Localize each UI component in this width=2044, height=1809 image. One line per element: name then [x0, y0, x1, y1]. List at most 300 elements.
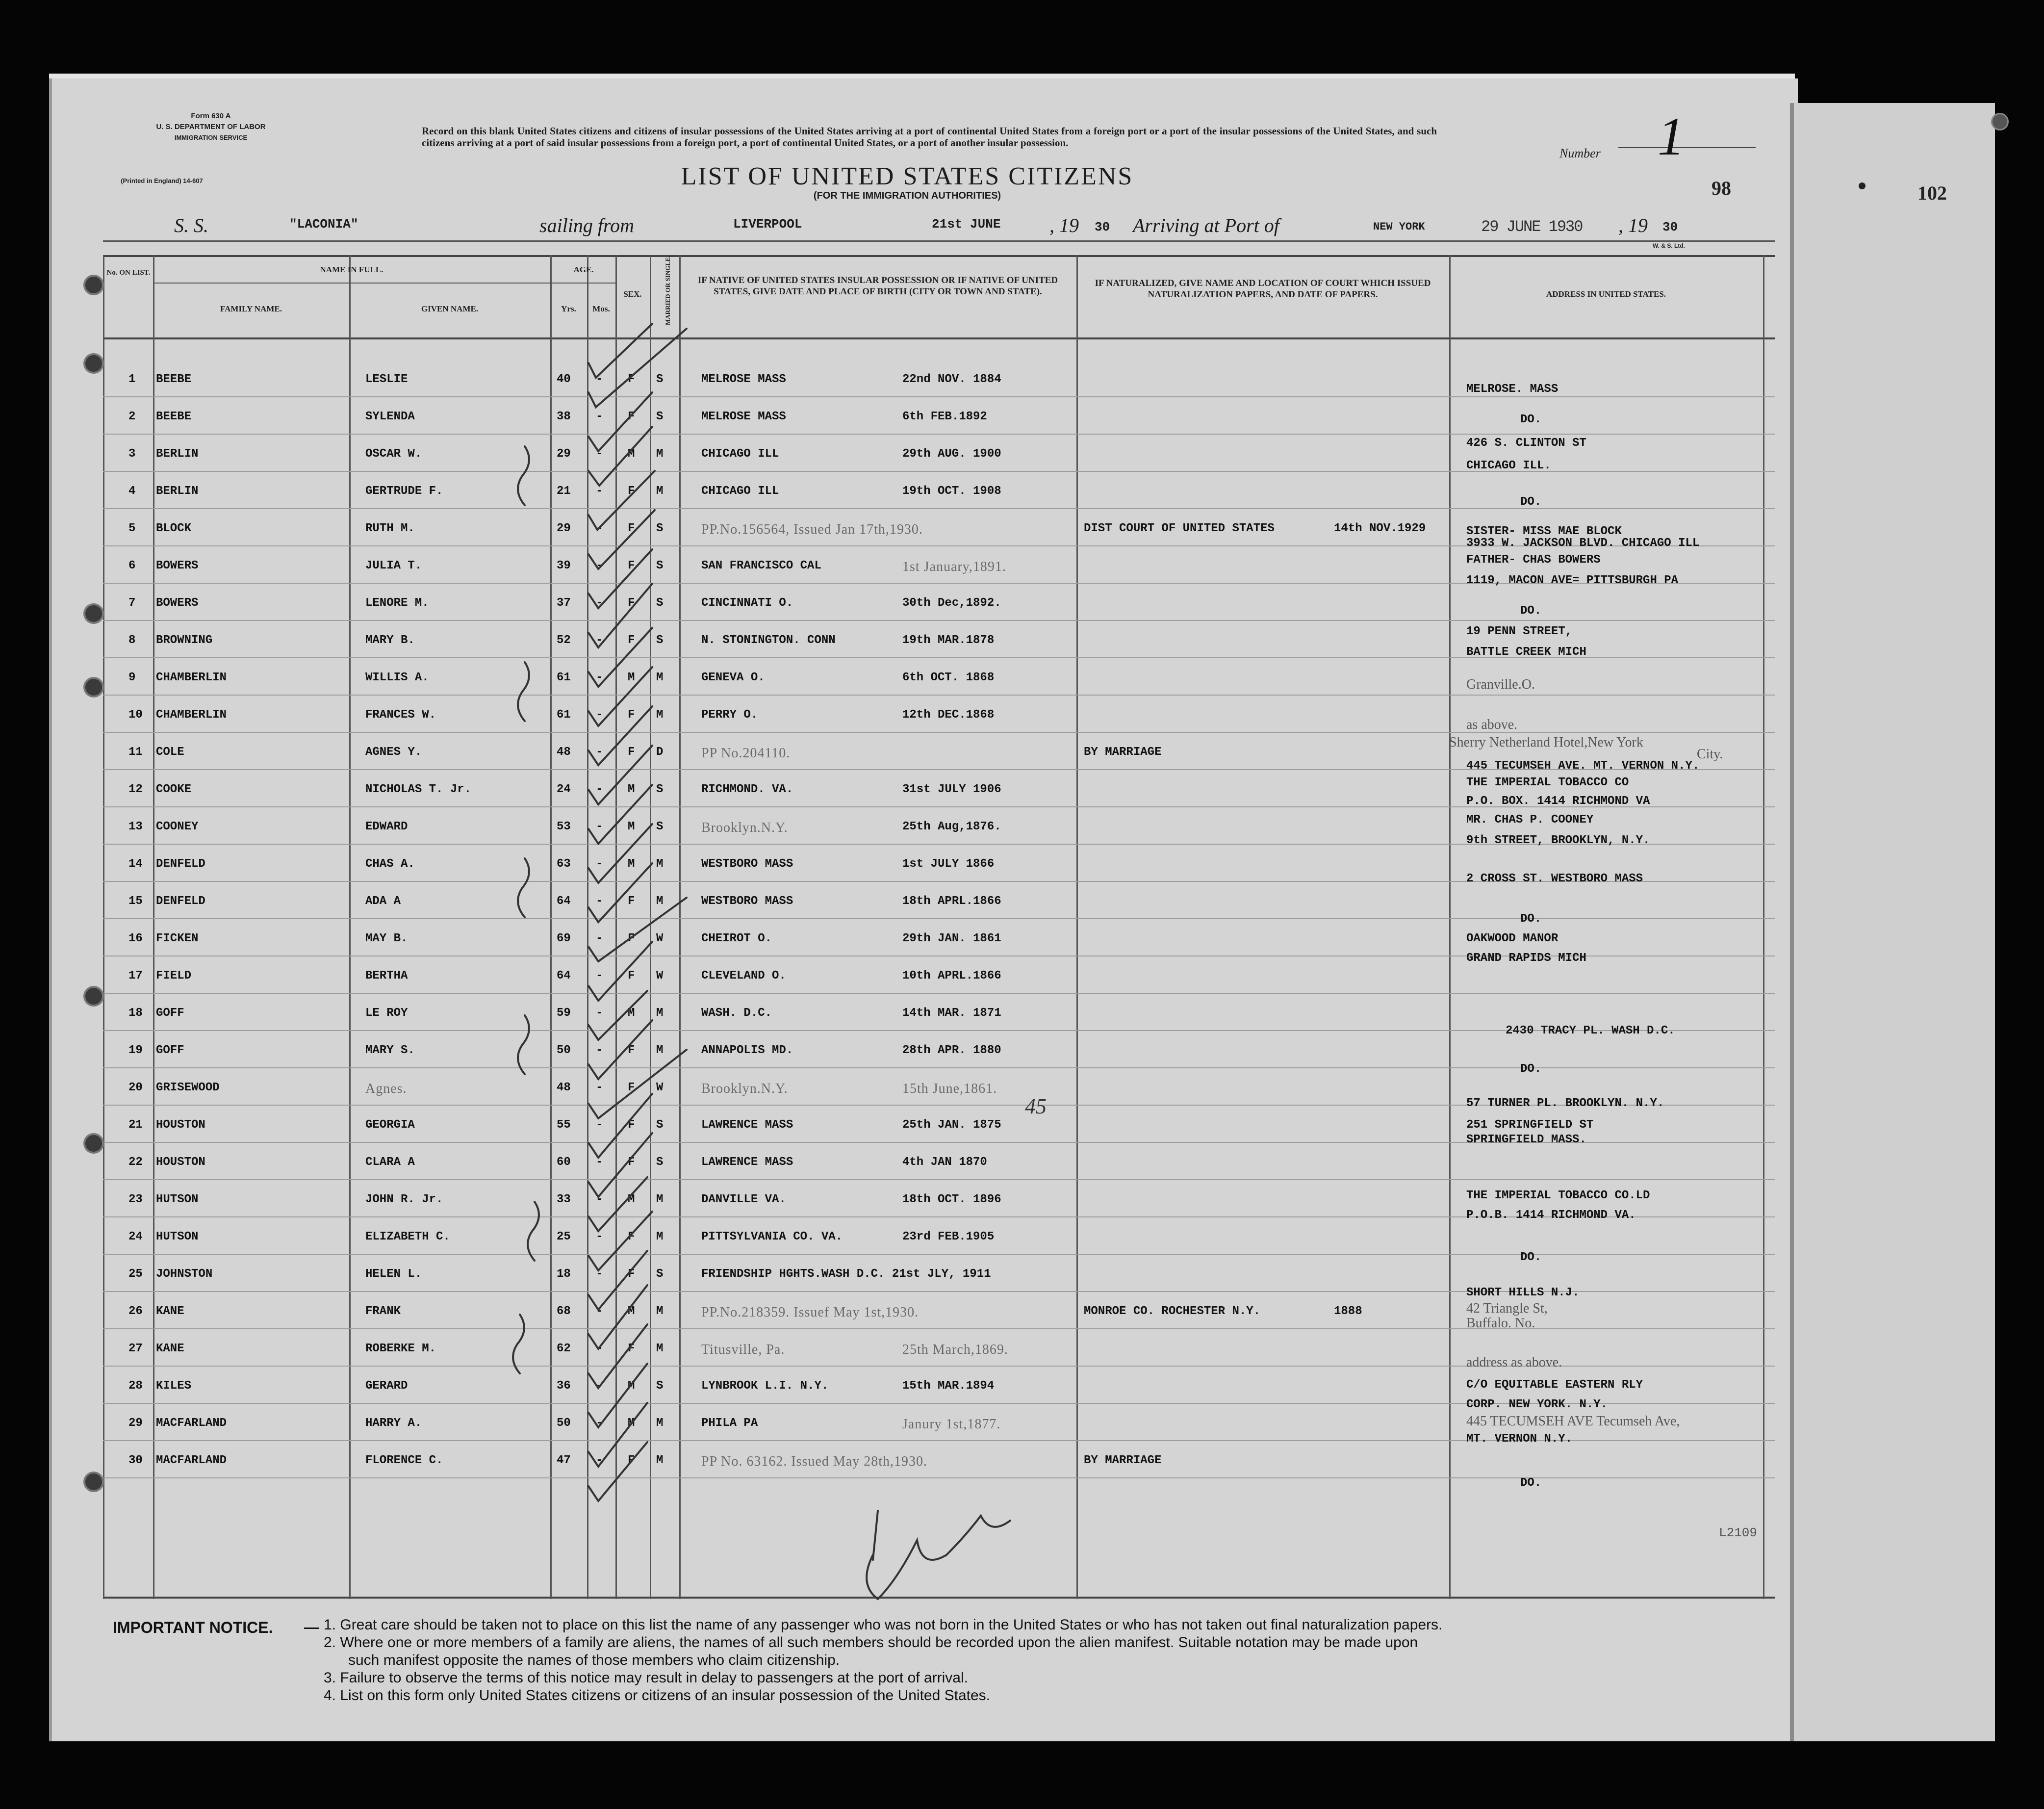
marital-status: M [656, 447, 664, 461]
sex: F [628, 1118, 635, 1132]
given-name: ROBERKE M. [365, 1342, 436, 1355]
family-name: DENFELD [156, 857, 205, 871]
birth-place: PITTSYLVANIA CO. VA. [701, 1230, 843, 1243]
given-name: ELIZABETH C. [365, 1230, 450, 1243]
age-years: 60 [557, 1156, 571, 1169]
age-years: 40 [557, 373, 571, 386]
age-months: - [596, 1267, 603, 1281]
family-name: HUTSON [156, 1193, 199, 1206]
given-name: WILLIS A. [365, 671, 429, 684]
address-line: OAKWOOD MANOR [1466, 932, 1559, 945]
col-header-address: ADDRESS IN UNITED STATES. [1546, 289, 1666, 299]
birth-date: 25th JAN. 1875 [902, 1118, 1001, 1132]
family-name: BLOCK [156, 522, 192, 535]
age-years: 61 [557, 708, 571, 722]
given-name: NICHOLAS T. Jr. [365, 783, 472, 796]
birth-place: CHEIROT O. [701, 932, 772, 945]
family-name: MACFARLAND [156, 1417, 227, 1430]
marital-status: S [656, 783, 664, 796]
birth-place: PP.No.218359. Issuef May 1st,1930. [701, 1305, 919, 1320]
sex: M [628, 1379, 635, 1393]
service: IMMIGRATION SERVICE [174, 134, 248, 141]
age-months: - [596, 1007, 603, 1020]
address-line: 251 SPRINGFIELD ST [1466, 1118, 1594, 1132]
address-line: DO. [1520, 912, 1542, 926]
birth-place: WESTBORO MASS [701, 857, 793, 871]
given-name: AGNES Y. [365, 746, 422, 759]
address-line: GRAND RAPIDS MICH [1466, 952, 1586, 965]
col-header-naturalized: IF NATURALIZED, GIVE NAME AND LOCATION OF COURT WHICH ISSUED NATURALIZATION PAPERS, AND DATE OF PAPERS. [1095, 278, 1431, 300]
row-number: 17 [128, 969, 143, 982]
col-header-married: MARRIED OR SINGLE. [664, 256, 671, 325]
age-months: - [596, 1305, 603, 1318]
age-months: - [596, 820, 603, 833]
family-name: HOUSTON [156, 1118, 205, 1132]
age-months: - [596, 746, 603, 759]
given-name: FLORENCE C. [365, 1454, 443, 1467]
birth-place: PP.No.156564, Issued Jan 17th,1930. [701, 522, 923, 537]
family-name: CHAMBERLIN [156, 708, 227, 722]
sex: M [628, 447, 635, 461]
birth-date: 25th March,1869. [902, 1342, 1008, 1357]
address-line: BATTLE CREEK MICH [1466, 646, 1586, 659]
age-years: 18 [557, 1267, 571, 1281]
notice-item-4: 4. List on this form only United States citizens or citizens of an insular possession of the United States. [324, 1687, 991, 1704]
birth-place: GENEVA O. [701, 671, 765, 684]
sex: F [628, 596, 635, 610]
row-number: 7 [128, 596, 136, 610]
family-name: BEEBE [156, 373, 192, 386]
naturalization-date: 14th NOV.1929 [1334, 522, 1426, 535]
address-line: 1119, MACON AVE= PITTSBURGH PA [1466, 574, 1679, 587]
col-header-yrs: Yrs. [561, 304, 576, 313]
birth-date: 29th JAN. 1861 [902, 932, 1001, 945]
sex: F [628, 559, 635, 572]
marital-status: W [656, 969, 664, 982]
birth-place: Brooklyn.N.Y. [701, 820, 788, 835]
departure-year-prefix: , 19 [1049, 214, 1079, 236]
age-months: - [596, 1081, 603, 1094]
age-years: 64 [557, 895, 571, 908]
address-line: P.O.B. 1414 RICHMOND VA. [1466, 1209, 1636, 1222]
age-years: 52 [557, 634, 571, 647]
birth-date: 18th OCT. 1896 [902, 1193, 1001, 1206]
address-line: Granville.O. [1466, 677, 1535, 692]
page-number-102: 102 [1917, 182, 1947, 204]
department: U. S. DEPARTMENT OF LABOR [156, 123, 266, 131]
departure-date: 21st JUNE [932, 217, 1001, 232]
sex: F [628, 932, 635, 945]
age-years: 59 [557, 1007, 571, 1020]
sex: M [628, 820, 635, 833]
marital-status: S [656, 1118, 664, 1132]
sex: F [628, 373, 635, 386]
sex: M [628, 1193, 635, 1206]
given-name: HARRY A. [365, 1417, 422, 1430]
age-months: - [596, 1417, 603, 1430]
row-number: 14 [128, 857, 143, 871]
age-years: 48 [557, 746, 571, 759]
family-name: BOWERS [156, 596, 199, 610]
birth-date: 4th JAN 1870 [902, 1156, 987, 1169]
age-months: - [596, 1379, 603, 1393]
sex: M [628, 1417, 635, 1430]
birth-place: PHILA PA [701, 1417, 758, 1430]
age-years: 36 [557, 1379, 571, 1393]
family-name: COOKE [156, 783, 192, 796]
birth-place: PP No. 63162. Issued May 28th,1930. [701, 1454, 927, 1469]
margin-note-45: 45 [1025, 1094, 1047, 1118]
number-label: Number [1559, 146, 1601, 160]
given-name: MAY B. [365, 932, 408, 945]
age-months: - [596, 634, 603, 647]
sex: M [628, 1007, 635, 1020]
address-line: CHICAGO ILL. [1466, 459, 1551, 472]
row-number: 19 [128, 1044, 143, 1057]
birth-date: 1st JULY 1866 [902, 857, 995, 871]
address-line: 445 TECUMSEH AVE Tecumseh Ave, [1466, 1414, 1680, 1429]
birth-date: 12th DEC.1868 [902, 708, 995, 722]
family-name: FIELD [156, 969, 192, 982]
birth-date: 19th MAR.1878 [902, 634, 995, 647]
row-number: 1 [128, 373, 136, 386]
row-number: 16 [128, 932, 143, 945]
given-name: BERTHA [365, 969, 408, 982]
family-name: BEEBE [156, 410, 192, 423]
ship-name: "LACONIA" [289, 217, 358, 232]
address-line: C/O EQUITABLE EASTERN RLY [1466, 1378, 1643, 1392]
family-name: KANE [156, 1305, 184, 1318]
address-line: FATHER- CHAS BOWERS [1466, 553, 1601, 567]
family-name: KILES [156, 1379, 192, 1393]
row-number: 10 [128, 708, 143, 722]
printed-note: (Printed in England) 14-607 [121, 177, 203, 184]
birth-date: 1st January,1891. [902, 559, 1006, 574]
sex: F [628, 1454, 635, 1467]
birth-date: 14th MAR. 1871 [902, 1007, 1001, 1020]
address-line: City. [1697, 747, 1723, 762]
col-header-sex: SEX. [623, 289, 642, 299]
family-name: COONEY [156, 820, 199, 833]
arrival-port: NEW YORK [1373, 221, 1425, 233]
marital-status: M [656, 485, 664, 498]
number-value: 1 [1658, 106, 1685, 166]
sex: F [628, 708, 635, 722]
sex: F [628, 1081, 635, 1094]
birth-place: WESTBORO MASS [701, 895, 793, 908]
given-name: CLARA A [365, 1156, 415, 1169]
age-years: 24 [557, 783, 571, 796]
address-line: CORP. NEW YORK. N.Y. [1466, 1398, 1608, 1411]
family-name: HOUSTON [156, 1156, 205, 1169]
address-line: 42 Triangle St, [1466, 1301, 1548, 1316]
marital-status: M [656, 857, 664, 871]
row-number: 11 [128, 746, 143, 759]
address-line: DO. [1520, 495, 1542, 509]
row-number: 29 [128, 1417, 143, 1430]
age-months: - [596, 708, 603, 722]
marital-status: S [656, 522, 664, 535]
address-line: SISTER- MISS MAE BLOCK [1466, 525, 1622, 538]
age-years: 62 [557, 1342, 571, 1355]
given-name: EDWARD [365, 820, 408, 833]
binding-hole [83, 275, 104, 295]
row-number: 30 [128, 1454, 143, 1467]
age-months: - [596, 522, 603, 535]
binding-hole [83, 986, 104, 1007]
notice-item-2: 2. Where one or more members of a family are aliens, the names of all such members should be recorded upon the alien manifest. Suitable notation may be made upon [324, 1634, 1418, 1651]
age-years: 33 [557, 1193, 571, 1206]
family-name: HUTSON [156, 1230, 199, 1243]
row-number: 28 [128, 1379, 143, 1393]
printer-mark: W. & S. Ltd. [1653, 242, 1685, 249]
notice-dash [304, 1628, 319, 1629]
age-years: 21 [557, 485, 571, 498]
age-years: 63 [557, 857, 571, 871]
sex: F [628, 1230, 635, 1243]
birth-place: CINCINNATI O. [701, 596, 793, 610]
page-subtitle: (FOR THE IMMIGRATION AUTHORITIES) [813, 190, 1001, 201]
birth-place: ANNAPOLIS MD. [701, 1044, 793, 1057]
birth-date: 6th FEB.1892 [902, 410, 987, 423]
birth-date: 29th AUG. 1900 [902, 447, 1001, 461]
age-months: - [596, 485, 603, 498]
arrival-year-prefix: , 19 [1618, 214, 1648, 236]
col-header-no: No. ON LIST. [106, 269, 151, 277]
marital-status: M [656, 671, 664, 684]
marital-status: S [656, 820, 664, 833]
row-number: 12 [128, 783, 143, 796]
marital-status: S [656, 410, 664, 423]
age-years: 68 [557, 1305, 571, 1318]
row-number: 23 [128, 1193, 143, 1206]
row-number: 24 [128, 1230, 143, 1243]
family-name: JOHNSTON [156, 1267, 213, 1281]
sex: F [628, 1156, 635, 1169]
birth-date: 23rd FEB.1905 [902, 1230, 995, 1243]
address-line: 2430 TRACY PL. WASH D.C. [1506, 1024, 1675, 1037]
address-line: THE IMPERIAL TOBACCO CO.LD [1466, 1189, 1650, 1202]
family-name: GOFF [156, 1007, 184, 1020]
naturalization-court: BY MARRIAGE [1084, 1454, 1162, 1467]
given-name: GEORGIA [365, 1118, 415, 1132]
given-name: LESLIE [365, 373, 408, 386]
age-years: 39 [557, 559, 571, 572]
birth-place: RICHMOND. VA. [701, 783, 793, 796]
marital-status: M [656, 1007, 664, 1020]
binding-hole [83, 353, 104, 374]
sex: F [628, 746, 635, 759]
address-line: 2 CROSS ST. WESTBORO MASS [1466, 872, 1643, 885]
birth-place: MELROSE MASS [701, 410, 786, 423]
given-name: LENORE M. [365, 596, 429, 610]
birth-date: 19th OCT. 1908 [902, 485, 1001, 498]
age-years: 37 [557, 596, 571, 610]
row-number: 6 [128, 559, 136, 572]
row-number: 9 [128, 671, 136, 684]
age-months: - [596, 373, 603, 386]
marital-status: S [656, 1267, 664, 1281]
sex: M [628, 783, 635, 796]
given-name: Agnes. [365, 1081, 407, 1096]
page-number-98: 98 [1712, 177, 1731, 199]
row-number: 5 [128, 522, 136, 535]
given-name: JOHN R. Jr. [365, 1193, 443, 1206]
col-header-given: GIVEN NAME. [421, 304, 479, 313]
given-name: OSCAR W. [365, 447, 422, 461]
sex: F [628, 522, 635, 535]
col-header-name: NAME IN FULL. [320, 265, 383, 274]
binding-hole [83, 603, 104, 624]
sex: F [628, 410, 635, 423]
row-number: 27 [128, 1342, 143, 1355]
row-number: 25 [128, 1267, 143, 1281]
address-line: MELROSE. MASS [1466, 383, 1559, 396]
age-months: - [596, 969, 603, 982]
age-months: - [596, 410, 603, 423]
birth-place: CHICAGO ILL [701, 485, 779, 498]
col-header-mos: Mos. [592, 304, 610, 313]
row-number: 22 [128, 1156, 143, 1169]
marital-status: S [656, 634, 664, 647]
marital-status: D [656, 746, 664, 759]
given-name: SYLENDA [365, 410, 415, 423]
given-name: LE ROY [365, 1007, 408, 1020]
age-months: - [596, 559, 603, 572]
address-line: SHORT HILLS N.J. [1466, 1286, 1580, 1299]
marital-status: S [656, 373, 664, 386]
sex: F [628, 634, 635, 647]
address-line: DO. [1520, 413, 1542, 426]
birth-date: 6th OCT. 1868 [902, 671, 995, 684]
address-line: 57 TURNER PL. BROOKLYN. N.Y. [1466, 1097, 1664, 1110]
row-number: 20 [128, 1081, 143, 1094]
birth-place: Brooklyn.N.Y. [701, 1081, 788, 1096]
family-name: KANE [156, 1342, 184, 1355]
form-instructions: Record on this blank United States citizens and citizens of insular possessions of the United States arriving at a port of continental United States from a foreign port or a port of the insular possessions of the United States, and such citizens arriving at a port of said insular possessions from a foreign port, a port of continental United States, or a port of another insular possession. [422, 125, 1437, 149]
arriving-label: Arriving at Port of [1133, 214, 1279, 236]
address-line: SPRINGFIELD MASS. [1466, 1133, 1586, 1146]
age-years: 29 [557, 522, 571, 535]
arrival-stamp-date: 29 JUNE 1930 [1481, 218, 1583, 236]
page-title: LIST OF UNITED STATES CITIZENS [681, 162, 1134, 190]
sex: F [628, 1267, 635, 1281]
age-years: 50 [557, 1417, 571, 1430]
age-months: - [596, 1342, 603, 1355]
age-months: - [596, 1230, 603, 1243]
notice-heading: IMPORTANT NOTICE. [113, 1619, 273, 1636]
age-months: - [596, 447, 603, 461]
departure-port: LIVERPOOL [733, 217, 802, 232]
age-months: - [596, 895, 603, 908]
age-years: 38 [557, 410, 571, 423]
marital-status: M [656, 1417, 664, 1430]
address-line: THE IMPERIAL TOBACCO CO [1466, 776, 1629, 789]
birth-place: PP No.204110. [701, 746, 791, 761]
notice-item-1: 1. Great care should be taken not to place on this list the name of any passenger who was not born in the United States or who has not taken out final naturalization papers. [324, 1617, 1443, 1633]
given-name: MARY S. [365, 1044, 415, 1057]
sex: M [628, 1305, 635, 1318]
given-name: JULIA T. [365, 559, 422, 572]
address-line: MT. VERNON N.Y. [1466, 1432, 1573, 1446]
address-line: Buffalo. No. [1466, 1316, 1535, 1331]
naturalization-court: MONROE CO. ROCHESTER N.Y. [1084, 1305, 1261, 1318]
age-months: - [596, 932, 603, 945]
sex: F [628, 1044, 635, 1057]
address-line: P.O. BOX. 1414 RICHMOND VA [1466, 795, 1650, 808]
address-line: DO. [1520, 1251, 1542, 1264]
marital-status: S [656, 1156, 664, 1169]
age-years: 25 [557, 1230, 571, 1243]
family-name: BERLIN [156, 447, 199, 461]
address-line: DO. [1520, 1476, 1542, 1490]
marital-status: M [656, 1044, 664, 1057]
family-name: BOWERS [156, 559, 199, 572]
marital-status: M [656, 895, 664, 908]
form-number: Form 630 A [191, 112, 231, 120]
naturalization-date: 1888 [1334, 1305, 1362, 1318]
sex: F [628, 969, 635, 982]
birth-place: LAWRENCE MASS [701, 1156, 793, 1169]
family-name: DENFELD [156, 895, 205, 908]
family-name: MACFARLAND [156, 1454, 227, 1467]
address-line: 9th STREET, BROOKLYN, N.Y. [1466, 834, 1650, 847]
binding-hole [83, 1133, 104, 1154]
given-name: FRANCES W. [365, 708, 436, 722]
given-name: ADA A [365, 895, 401, 908]
birth-date: 22nd NOV. 1884 [902, 373, 1001, 386]
birth-date: Janury 1st,1877. [902, 1417, 1001, 1432]
marital-status: S [656, 1379, 664, 1393]
given-name: HELEN L. [365, 1267, 422, 1281]
binding-hole [1991, 113, 2009, 130]
notice-item-2-cont: such manifest opposite the names of those members who claim citizenship. [348, 1652, 840, 1668]
binding-hole [83, 1472, 104, 1492]
birth-place: PERRY O. [701, 708, 758, 722]
age-months: - [596, 1193, 603, 1206]
given-name: MARY B. [365, 634, 415, 647]
row-number: 15 [128, 895, 143, 908]
age-years: 47 [557, 1454, 571, 1467]
birth-place: SAN FRANCISCO CAL [701, 559, 821, 572]
family-name: CHAMBERLIN [156, 671, 227, 684]
address-line: 445 TECUMSEH AVE. MT. VERNON N.Y. [1466, 759, 1700, 773]
birth-place: LAWRENCE MASS [701, 1118, 793, 1132]
ss-label: S. S. [174, 214, 208, 236]
birth-place: N. STONINGTON. CONN [701, 634, 836, 647]
col-header-age: AGE. [573, 265, 594, 274]
marital-status: M [656, 1193, 664, 1206]
age-months: - [596, 671, 603, 684]
birth-date: 31st JULY 1906 [902, 783, 1001, 796]
family-name: GRISEWOOD [156, 1081, 220, 1094]
birth-place: LYNBROOK L.I. N.Y. [701, 1379, 829, 1393]
birth-place: MELROSE MASS [701, 373, 786, 386]
birth-date: 28th APR. 1880 [902, 1044, 1001, 1057]
naturalization-court: DIST COURT OF UNITED STATES [1084, 522, 1275, 535]
age-years: 61 [557, 671, 571, 684]
marital-status: S [656, 596, 664, 610]
age-months: - [596, 1118, 603, 1132]
age-months: - [596, 1156, 603, 1169]
departure-year: 30 [1095, 220, 1110, 234]
address-line: 3933 W. JACKSON BLVD. CHICAGO ILL [1466, 537, 1700, 550]
age-months: - [596, 1454, 603, 1467]
row-number: 2 [128, 410, 136, 423]
marital-status: S [656, 559, 664, 572]
row-number: 18 [128, 1007, 143, 1020]
given-name: FRANK [365, 1305, 401, 1318]
